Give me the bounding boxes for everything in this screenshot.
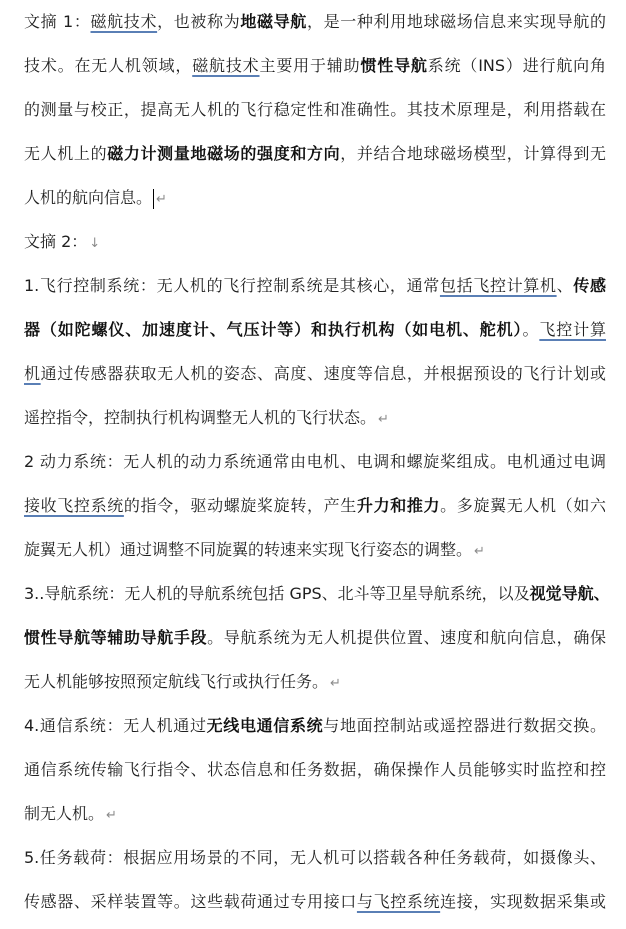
paragraph-mark-icon: ↵ xyxy=(156,192,167,207)
paragraph-mark-icon: ↵ xyxy=(106,808,117,823)
abstract-1-paragraph: 文摘 1：磁航技术，也被称为地磁导航，是一种利用地球磁场信息来实现导航的 技术。在无人机领域，磁航技术主要用于辅助惯性导航系统（INS）进行航向角 的测量与校正，提高无人机的飞行稳定性和准确性。其技术原理是，利用搭载在 无人机上的磁力计测量地磁场的强度和方向，并结合地球磁场模型，计算得到无 人机的航向信息。 ↵ xyxy=(24,12,606,207)
abstract-2-heading: 文摘 2： ↓ xyxy=(24,232,101,251)
term-flight-computer-link-2[interactable]: 飞控计算 xyxy=(539,320,606,339)
term-magnetic-nav-link-2[interactable]: 磁航技术 xyxy=(192,56,260,75)
term-fc-system-link[interactable]: 接收飞控系统 xyxy=(24,496,124,515)
payload-paragraph: 5.任务载荷：根据应用场景的不同，无人机可以搭载各种任务载荷，如摄像头、 传感器、采样装置等。这些载荷通过专用接口与飞控系统连接，实现数据采集或 xyxy=(24,848,606,911)
term-magnetic-nav-link[interactable]: 磁航技术 xyxy=(90,12,158,31)
term-geomagnetic-nav: 地磁导航 xyxy=(240,12,307,31)
power-system-paragraph: 2 动力系统：无人机的动力系统通常由电机、电调和螺旋桨组成。电机通过电调 接收飞控系统的指令，驱动螺旋桨旋转，产生升力和推力。多旋翼无人机（如六 旋翼无人机）通过调整不同旋翼的转速来实现飞行姿态的调整。 ↵ xyxy=(24,452,606,559)
paragraph-mark-icon: ↵ xyxy=(378,412,389,427)
communication-system-paragraph: 4.通信系统：无人机通过无线电通信系统与地面控制站或遥控器进行数据交换。 通信系统传输飞行指令、状态信息和任务数据，确保操作人员能够实时监控和控 制无人机。 ↵ xyxy=(24,716,606,823)
navigation-system-paragraph: 3..导航系统：无人机的导航系统包括 GPS、北斗等卫星导航系统，以及视觉导航、 惯性导航等辅助导航手段。导航系统为无人机提供位置、速度和航向信息，确保 无人机能够按照预定航线飞行或执行任务。 ↵ xyxy=(24,584,610,691)
abstract-1-label: 文摘 1： xyxy=(24,12,91,31)
term-fc-system-link-2[interactable]: 与飞控系统 xyxy=(356,892,441,911)
text-cursor xyxy=(153,189,154,209)
paragraph-mark-icon: ↵ xyxy=(474,544,485,559)
paragraph-mark-icon: ↵ xyxy=(330,676,341,691)
term-flight-computer-link[interactable]: 包括飞控计算机 xyxy=(439,276,557,295)
flight-control-paragraph: 1.飞行控制系统：无人机的飞行控制系统是其核心，通常包括飞控计算机、传感 器（如陀螺仪、加速度计、气压计等）和执行机构（如电机、舵机）。飞控计算 机通过传感器获取无人机的姿态、高度、速度等信息，并根据预设的飞行计划或 遥控指令，控制执行机构调整无人机的飞行状态。 ↵ xyxy=(24,276,606,427)
line-break-icon: ↓ xyxy=(89,236,101,251)
